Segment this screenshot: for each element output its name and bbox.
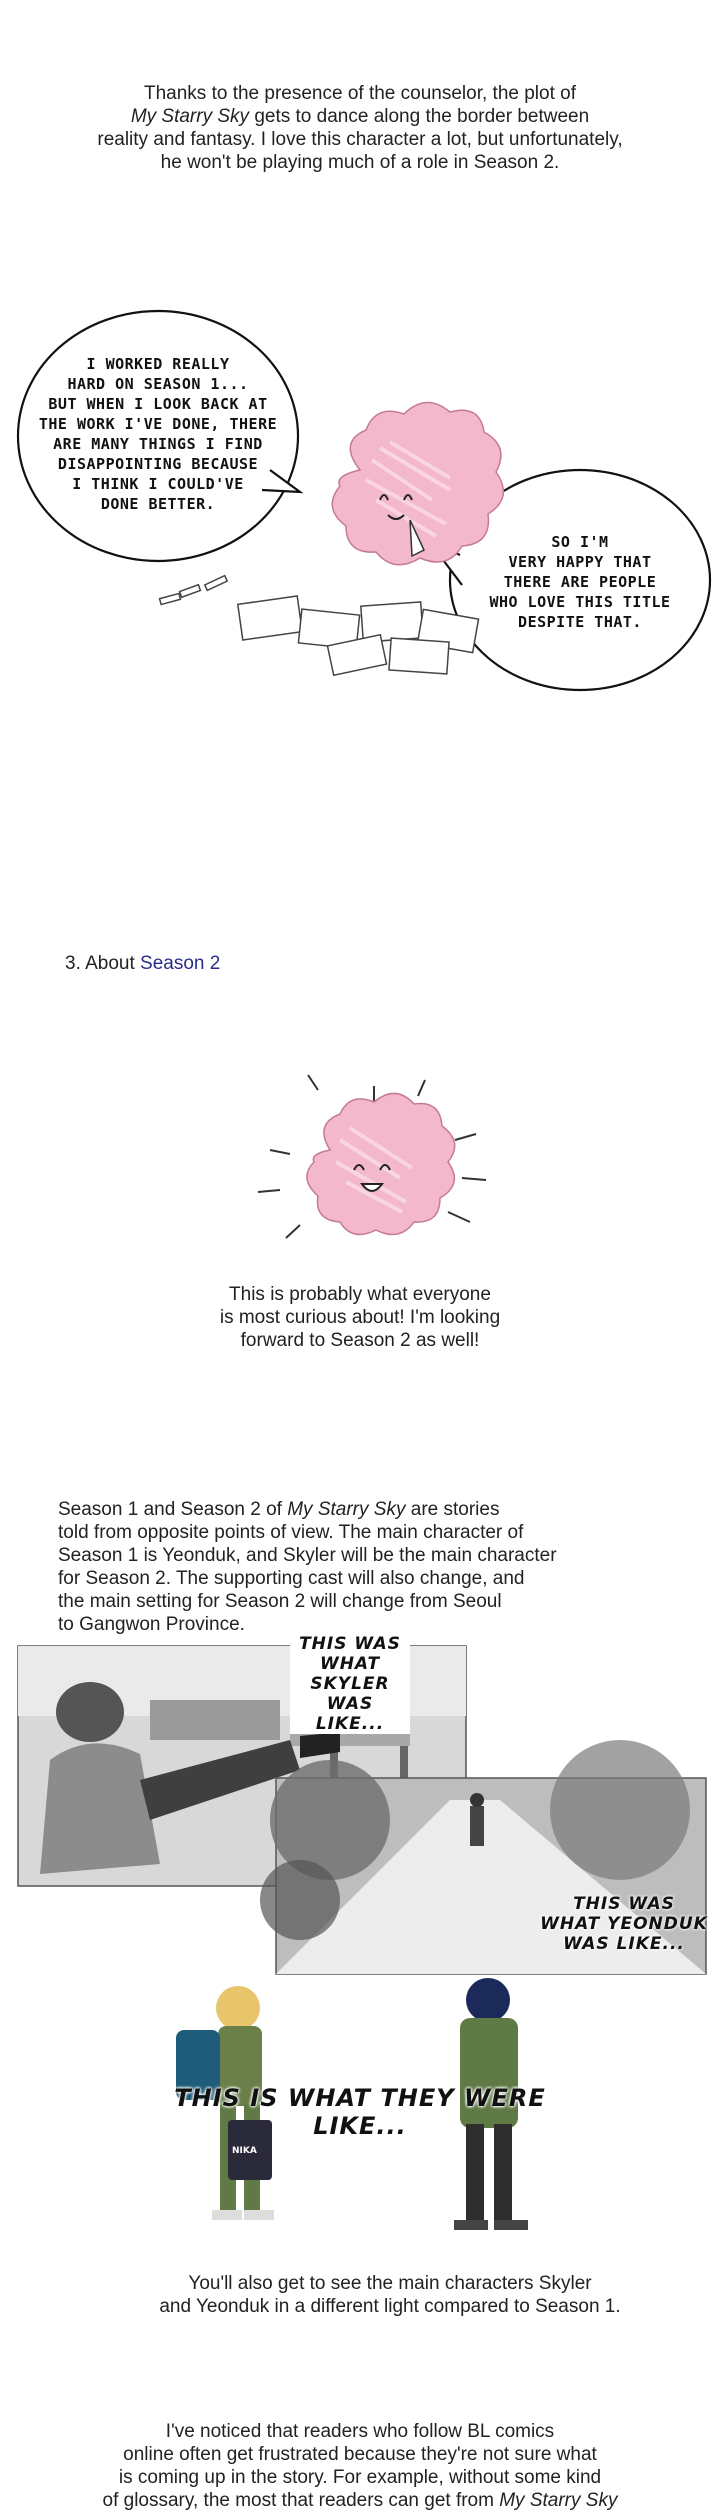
bubble-left-line: BUT WHEN I LOOK BACK AT (48, 395, 268, 413)
intro-line-1: Thanks to the presence of the counselor, the plot of (144, 83, 576, 104)
bubble-left-line: DONE BETTER. (100, 495, 216, 513)
bubble-right-line: THERE ARE PEOPLE (503, 573, 657, 591)
section-heading-accent: Season 2 (140, 953, 221, 974)
bl-line: is coming up in the story. For example, without some kind (118, 2467, 602, 2488)
light-paragraph (30, 2272, 720, 2318)
season-line: Season 1 is Yeonduk, and Skyler will be the main character (58, 1545, 557, 1566)
title-italic: My Starry Sky (130, 106, 250, 127)
light-line: and Yeonduk in a different light compared to Season 1. (159, 2296, 621, 2317)
curious-line: This is probably what everyone (229, 1284, 491, 1305)
bl-line-4 (0, 2489, 720, 2512)
bubble-right-line: WHO LOVE THIS TITLE (489, 593, 671, 611)
skyler-caption-line: THIS WAS (299, 1634, 401, 1654)
section-heading-prefix: 3. About (65, 953, 141, 974)
title-italic: My Starry Sky (287, 1499, 406, 1520)
bubble-right-line: SO I'M (551, 533, 609, 551)
bubble-left-line: DISAPPOINTING BECAUSE (57, 455, 259, 473)
they-caption: THIS IS WHAT THEY WERE LIKE... (174, 2084, 546, 2140)
bubble-left-line: THE WORK I'VE DONE, THERE (38, 415, 278, 433)
bubble-left-line: I WORKED REALLY (86, 355, 230, 373)
bag-label: NIKA (232, 2146, 257, 2156)
bl-paragraph (0, 2420, 720, 2512)
intro-line-4: he won't be playing much of a role in Season 2. (160, 152, 560, 173)
skyler-caption-line: WHAT SKYLER (310, 1654, 390, 1694)
yeonduk-caption-line: WAS LIKE... (563, 1934, 685, 1954)
skyler-caption (290, 1634, 410, 1734)
bubble-left-line: HARD ON SEASON 1... (67, 375, 249, 393)
intro-line-3: reality and fantasy. I love this character a lot, but unfortunately, (97, 129, 623, 150)
bubble-right-line: VERY HAPPY THAT (508, 553, 652, 571)
bubble-right-line: DESPITE THAT. (518, 613, 642, 631)
season-line: the main setting for Season 2 will change from Seoul (58, 1591, 502, 1612)
season-line-1-a: Season 1 and Season 2 of (58, 1499, 288, 1520)
season-line: told from opposite points of view. The main character of (58, 1522, 524, 1543)
bl-line: online often get frustrated because they're not sure what (123, 2444, 597, 2465)
title-italic: My Starry Sky (499, 2490, 618, 2511)
yeonduk-caption-line: THIS WAS (573, 1894, 675, 1914)
skyler-caption-line: WAS LIKE... (315, 1694, 385, 1734)
intro-line-2-rest: gets to dance along the border between (249, 106, 590, 127)
bl-line-4-a: of glossary, the most that readers can get from (102, 2490, 500, 2511)
curious-line: forward to Season 2 as well! (240, 1330, 480, 1351)
light-line: You'll also get to see the main characters Skyler (188, 2273, 592, 2294)
season-line: to Gangwon Province. (58, 1614, 245, 1635)
bubble-left-line: I THINK I COULD'VE (72, 475, 244, 493)
yeonduk-caption (536, 1894, 712, 1954)
bubble-left-line: ARE MANY THINGS I FIND (53, 435, 263, 453)
season-line: for Season 2. The supporting cast will also change, and (58, 1568, 525, 1589)
curious-line: is most curious about! I'm looking (219, 1307, 501, 1328)
yeonduk-caption-line: WHAT YEONDUK (540, 1914, 708, 1934)
season-line-1-b: are stories (405, 1499, 500, 1520)
bl-line: I've noticed that readers who follow BL comics (165, 2421, 555, 2442)
